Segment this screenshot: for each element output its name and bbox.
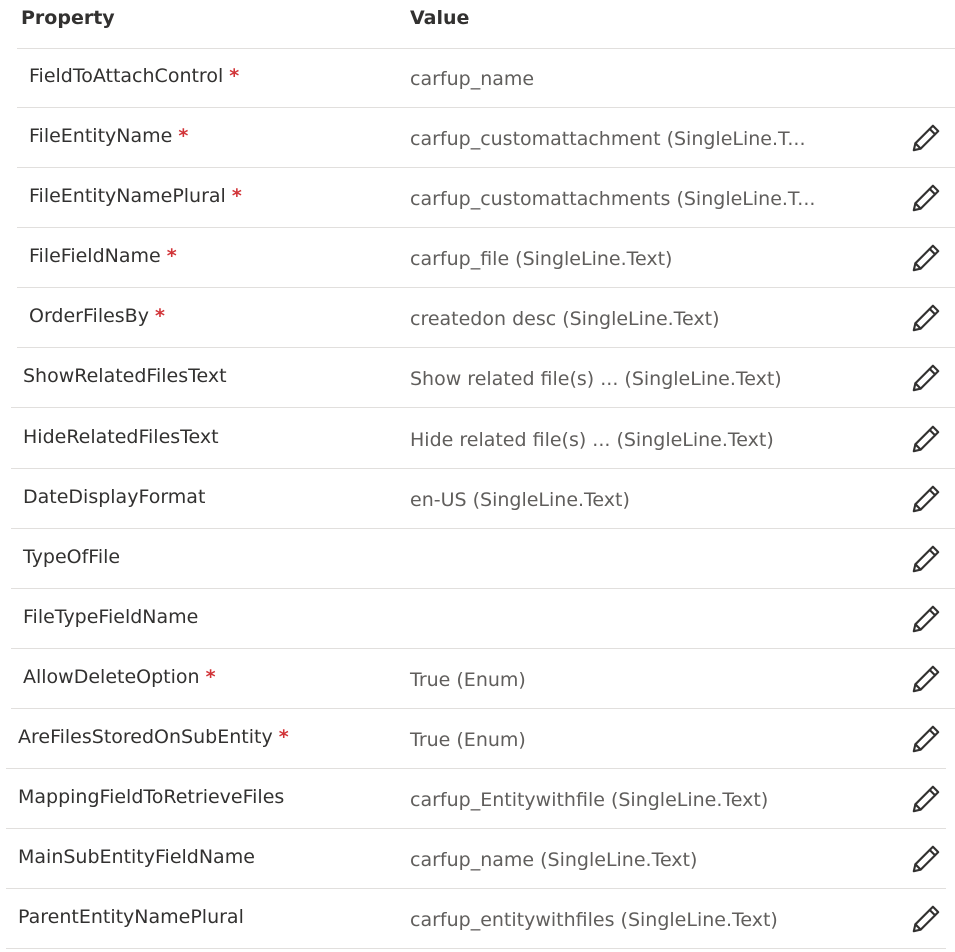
property-label: AllowDeleteOption xyxy=(23,666,200,688)
pencil-icon[interactable] xyxy=(909,361,943,395)
table-header xyxy=(17,0,955,49)
table-row xyxy=(17,228,955,288)
property-value: carfup_name xyxy=(410,68,535,90)
property-value: Hide related file(s) ... (SingleLine.Text) xyxy=(410,429,774,451)
pencil-icon[interactable] xyxy=(909,301,943,335)
required-indicator: * xyxy=(278,726,289,748)
property-value: en-US (SingleLine.Text) xyxy=(410,489,630,511)
required-indicator: * xyxy=(229,65,240,87)
table-row xyxy=(11,348,955,408)
required-indicator: * xyxy=(166,245,177,267)
property-name xyxy=(29,65,239,87)
pencil-icon[interactable] xyxy=(909,902,943,936)
pencil-icon[interactable] xyxy=(909,542,943,576)
property-label: DateDisplayFormat xyxy=(23,486,206,508)
table-row xyxy=(11,529,955,589)
table-row xyxy=(6,829,946,889)
property-value: True (Enum) xyxy=(410,669,526,691)
property-label: FileEntityName xyxy=(29,125,173,147)
property-value: Show related file(s) ... (SingleLine.Text) xyxy=(410,368,782,390)
property-name xyxy=(18,786,284,808)
pencil-icon[interactable] xyxy=(909,121,943,155)
pencil-icon[interactable] xyxy=(909,602,943,636)
pencil-icon[interactable] xyxy=(909,842,943,876)
property-label: ParentEntityNamePlural xyxy=(18,906,244,928)
pencil-icon[interactable] xyxy=(909,241,943,275)
pencil-icon[interactable] xyxy=(909,422,943,456)
property-label: FileEntityNamePlural xyxy=(29,185,226,207)
property-value: carfup_entitywithfiles (SingleLine.Text) xyxy=(410,909,778,931)
pencil-icon[interactable] xyxy=(909,662,943,696)
pencil-icon[interactable] xyxy=(909,782,943,816)
required-indicator: * xyxy=(231,185,242,207)
property-name xyxy=(29,305,165,327)
property-label: FieldToAttachControl xyxy=(29,65,224,87)
property-name xyxy=(23,546,120,568)
property-value: carfup_customattachment (SingleLine.T... xyxy=(410,128,806,150)
pencil-icon[interactable] xyxy=(909,181,943,215)
table-row xyxy=(6,709,946,769)
property-label: HideRelatedFilesText xyxy=(23,426,219,448)
property-name xyxy=(18,726,289,748)
table-row xyxy=(11,589,955,649)
property-label: ShowRelatedFilesText xyxy=(23,365,227,387)
pencil-icon[interactable] xyxy=(909,482,943,516)
property-value: createdon desc (SingleLine.Text) xyxy=(410,308,720,330)
property-value: carfup_Entitywithfile (SingleLine.Text) xyxy=(410,789,769,811)
property-value: carfup_name (SingleLine.Text) xyxy=(410,849,698,871)
property-label: AreFilesStoredOnSubEntity xyxy=(18,726,273,748)
property-name xyxy=(29,245,177,267)
value-column-header: Value xyxy=(410,7,470,29)
property-name xyxy=(23,486,205,508)
property-label: MappingFieldToRetrieveFiles xyxy=(18,786,285,808)
property-name xyxy=(23,426,219,448)
table-row xyxy=(17,168,955,228)
property-name xyxy=(18,846,255,868)
property-label: MainSubEntityFieldName xyxy=(18,846,255,868)
property-value: carfup_file (SingleLine.Text) xyxy=(410,248,673,270)
required-indicator: * xyxy=(178,125,189,147)
property-value: True (Enum) xyxy=(410,729,526,751)
property-name xyxy=(23,365,227,387)
property-name xyxy=(29,185,242,207)
property-name xyxy=(18,906,244,928)
required-indicator: * xyxy=(154,305,165,327)
property-label: OrderFilesBy xyxy=(29,305,149,327)
table-row xyxy=(11,649,955,709)
property-column-header: Property xyxy=(21,7,115,29)
table-row xyxy=(6,769,946,829)
table-row xyxy=(6,889,946,949)
required-indicator: * xyxy=(205,666,216,688)
table-row xyxy=(11,469,955,529)
pencil-icon[interactable] xyxy=(909,722,943,756)
table-row xyxy=(17,288,955,348)
property-name xyxy=(29,125,188,147)
property-label: TypeOfFile xyxy=(23,546,121,568)
property-label: FileFieldName xyxy=(29,245,161,267)
property-name xyxy=(23,666,216,688)
property-name xyxy=(23,606,198,628)
property-label: FileTypeFieldName xyxy=(23,606,199,628)
table-row xyxy=(17,48,955,108)
table-row xyxy=(11,409,955,469)
property-value: carfup_customattachments (SingleLine.T... xyxy=(410,188,816,210)
table-row xyxy=(17,108,955,168)
